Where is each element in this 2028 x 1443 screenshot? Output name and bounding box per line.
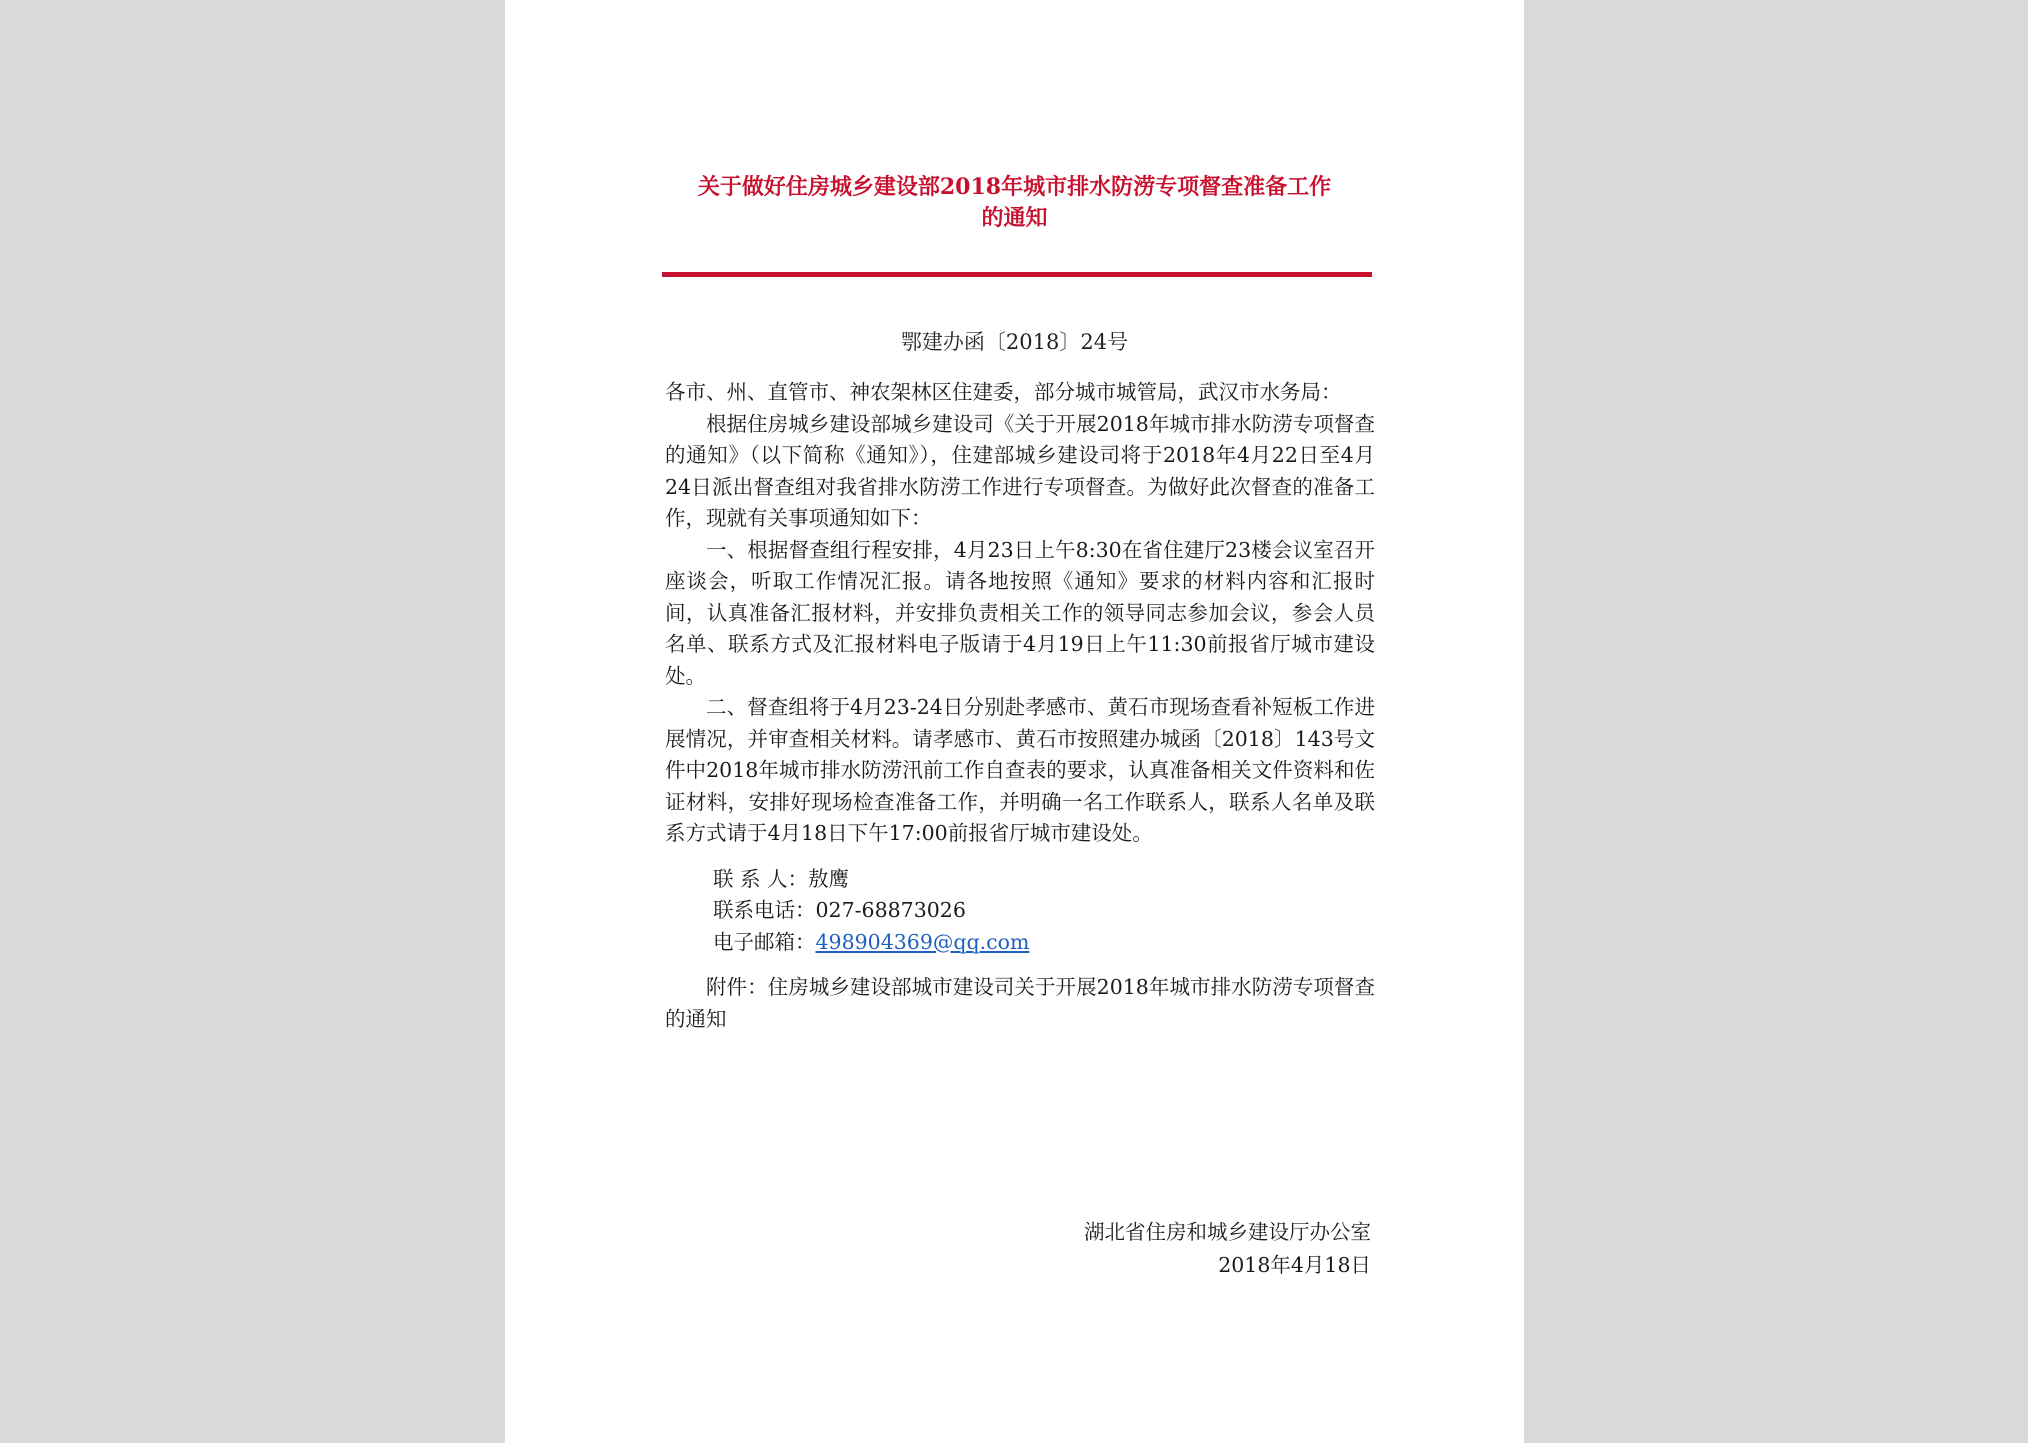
contact-person-label: 联 系 人： xyxy=(713,866,809,891)
contact-email-line xyxy=(713,927,1375,959)
contact-phone-label: 联系电话： xyxy=(713,898,816,922)
title-line-2: 的通知 xyxy=(981,205,1048,231)
contact-block xyxy=(665,864,1375,959)
document-number: 鄂建办函〔2018〕24号 xyxy=(900,330,1129,354)
contact-person: 敖鹰 xyxy=(808,866,850,891)
document-title xyxy=(505,172,1524,234)
contact-email-link[interactable]: 498904369@qq.com xyxy=(815,929,1030,954)
paragraph-intro: 根据住房城乡建设部城乡建设司《关于开展2018年城市排水防涝专项督查的通知》（以下简称《通知》），住建部城乡建设司将于2018年4月22日至4月24日派出督查组对我省排水防涝工作进行专项督查。为做好此次督查的准备工作，现就有关事项通知如下： xyxy=(665,411,1375,530)
title-line-1: 关于做好住房城乡建设部2018年城市排水防涝专项督查准备工作 xyxy=(697,174,1332,200)
contact-person-line xyxy=(713,864,1375,896)
contact-phone-line xyxy=(713,895,1375,927)
contact-email-label: 电子邮箱： xyxy=(713,929,816,954)
contact-phone: 027-68873026 xyxy=(815,898,966,922)
signature-block xyxy=(1084,1216,1371,1282)
issuer: 湖北省住房和城乡建设厅办公室 xyxy=(1084,1220,1371,1244)
paragraph-item-1: 一、根据督查组行程安排，4月23日上午8:30在省住建厅23楼会议室召开座谈会，听取工作情况汇报。请各地按照《通知》要求的材料内容和汇报时间，认真准备汇报材料，并安排负责相关工作的领导同志参加会议，参会人员名单、联系方式及汇报材料电子版请于4月19日上午11:30前报省厅城市建设处。 xyxy=(665,537,1375,688)
red-header-rule xyxy=(662,272,1372,277)
recipients: 各市、州、直管市、神农架林区住建委，部分城市城管局，武汉市水务局： xyxy=(665,380,1342,404)
document-body xyxy=(665,377,1375,1035)
attachment-note: 附件：住房城乡建设部城市建设司关于开展2018年城市排水防涝专项督查的通知 xyxy=(665,975,1375,1031)
issue-date: 2018年4月18日 xyxy=(1218,1253,1371,1277)
document-page xyxy=(505,0,1524,1443)
paragraph-item-2: 二、督查组将于4月23-24日分别赴孝感市、黄石市现场查看补短板工作进展情况，并审查相关材料。请孝感市、黄石市按照建办城函〔2018〕143号文件中2018年城市排水防涝汛前工作自查表的要求，认真准备相关文件资料和佐证材料，安排好现场检查准备工作，并明确一名工作联系人，联系人名单及联系方式请于4月18日下午17:00前报省厅城市建设处。 xyxy=(665,695,1375,845)
